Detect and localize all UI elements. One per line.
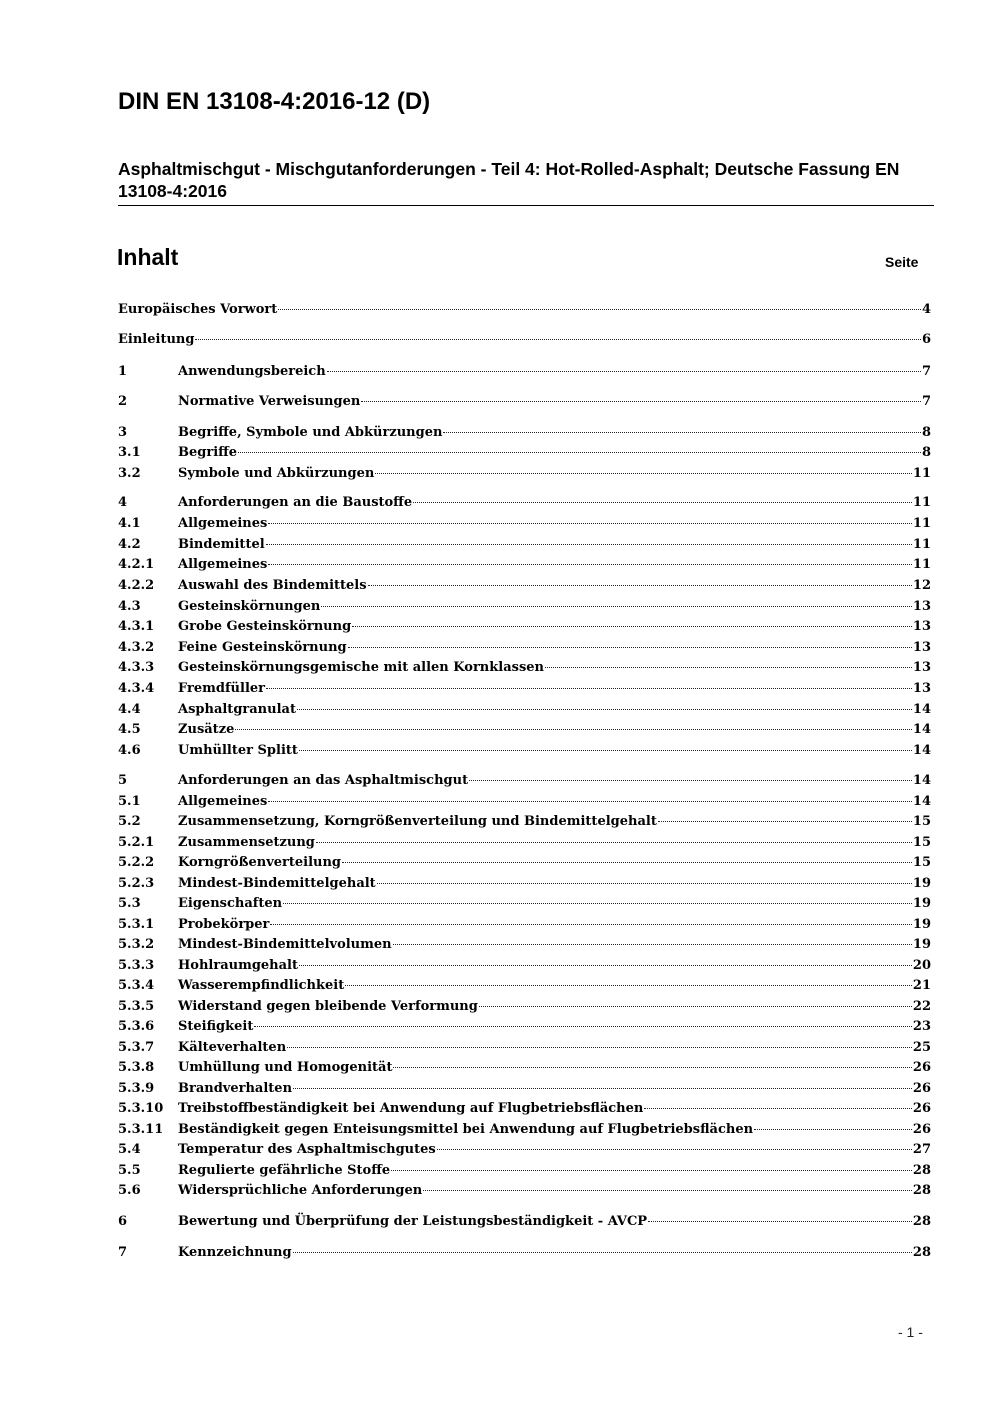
toc-entry-page: 26 bbox=[912, 1081, 931, 1096]
toc-entry-number: 5.6 bbox=[118, 1183, 141, 1198]
toc-entry-page: 23 bbox=[912, 1019, 931, 1034]
dot-leader bbox=[423, 1189, 912, 1191]
toc-entry[interactable] bbox=[118, 773, 931, 793]
toc-entry-page: 19 bbox=[912, 896, 931, 911]
dot-leader bbox=[293, 1087, 912, 1089]
toc-entry[interactable] bbox=[118, 599, 931, 619]
toc-entry-number: 4.2.2 bbox=[118, 578, 155, 593]
dot-leader bbox=[361, 400, 921, 402]
toc-entry-number: 5.3 bbox=[118, 896, 141, 911]
toc-entry-number: 3 bbox=[118, 425, 128, 440]
toc-entry-number: 5.2.1 bbox=[118, 835, 155, 850]
toc-entry-title: Zusammensetzung, Korngrößenverteilung und Bindemittelgehalt bbox=[178, 814, 657, 829]
dot-leader bbox=[352, 625, 912, 627]
toc-entry[interactable] bbox=[118, 1081, 931, 1101]
document-subtitle: Asphaltmischgut - Mischgutanforderungen - Teil 4: Hot-Rolled-Asphalt; Deutsche Fassung EN 13108-4:2016 bbox=[118, 159, 900, 201]
dot-leader bbox=[545, 666, 912, 668]
dot-leader bbox=[283, 902, 912, 904]
toc-entry-title: Grobe Gesteinskörnung bbox=[178, 619, 352, 634]
toc-entry-page: 15 bbox=[912, 814, 931, 829]
toc-entry-page: 15 bbox=[912, 855, 931, 870]
toc-entry-number: 5.3.6 bbox=[118, 1019, 155, 1034]
toc-entry-page: 7 bbox=[921, 394, 931, 409]
toc-entry[interactable] bbox=[118, 681, 931, 701]
toc-entry-title: Hohlraumgehalt bbox=[178, 958, 299, 973]
toc-entry-number: 5.3.3 bbox=[118, 958, 155, 973]
toc-entry-title: Feine Gesteinskörnung bbox=[178, 640, 347, 655]
toc-heading: Inhalt bbox=[117, 244, 179, 270]
toc-entry-title: Anforderungen an die Baustoffe bbox=[178, 495, 413, 510]
toc-entry-number: 4.3 bbox=[118, 599, 141, 614]
toc-entry[interactable] bbox=[118, 1163, 931, 1183]
toc-entry-number: 2 bbox=[118, 394, 128, 409]
toc-entry-number: 5.3.7 bbox=[118, 1040, 155, 1055]
toc-entry-page: 14 bbox=[912, 722, 931, 737]
toc-entry-number: 4.1 bbox=[118, 516, 141, 531]
toc-entry[interactable] bbox=[118, 619, 931, 639]
toc-entry-page: 14 bbox=[912, 794, 931, 809]
toc-entry-title: Korngrößenverteilung bbox=[178, 855, 342, 870]
toc-entry[interactable] bbox=[118, 537, 931, 557]
toc-entry[interactable] bbox=[118, 394, 931, 414]
toc-entry[interactable] bbox=[118, 557, 931, 577]
toc-entry-page: 20 bbox=[912, 958, 931, 973]
toc-entry-number: 5 bbox=[118, 773, 128, 788]
toc-entry-number: 4.5 bbox=[118, 722, 141, 737]
dot-leader bbox=[268, 563, 912, 565]
toc-entry-page: 13 bbox=[912, 619, 931, 634]
toc-entry-title: Widerstand gegen bleibende Verformung bbox=[178, 999, 478, 1014]
toc-entry-title: Temperatur des Asphaltmischgutes bbox=[178, 1142, 436, 1157]
toc-entry[interactable] bbox=[118, 495, 931, 515]
toc-entry-page: 8 bbox=[921, 445, 931, 460]
toc-entry[interactable] bbox=[118, 445, 931, 465]
toc-entry[interactable] bbox=[118, 937, 931, 957]
toc-entry-title: Treibstoffbeständigkeit bei Anwendung auf Flugbetriebsflächen bbox=[178, 1101, 644, 1116]
toc-entry-page: 13 bbox=[912, 681, 931, 696]
toc-entry-page: 28 bbox=[912, 1163, 931, 1178]
toc-entry[interactable] bbox=[118, 896, 931, 916]
toc-entry[interactable] bbox=[118, 999, 931, 1019]
dot-leader bbox=[479, 1005, 912, 1007]
toc-entry-number: 5.3.8 bbox=[118, 1060, 155, 1075]
toc-entry-title: Widersprüchliche Anforderungen bbox=[178, 1183, 423, 1198]
toc-entry[interactable] bbox=[118, 978, 931, 998]
toc-entry-number: 4.2 bbox=[118, 537, 141, 552]
dot-leader bbox=[268, 800, 912, 802]
toc-entry-number: 5.3.9 bbox=[118, 1081, 155, 1096]
dot-leader bbox=[375, 472, 912, 474]
toc-entry-page: 11 bbox=[912, 537, 931, 552]
toc-entry-page: 13 bbox=[912, 599, 931, 614]
toc-entry[interactable] bbox=[118, 814, 931, 834]
toc-entry[interactable] bbox=[118, 917, 931, 937]
document-title: DIN EN 13108-4:2016-12 (D) bbox=[118, 88, 431, 115]
toc-entry-number: 5.3.2 bbox=[118, 937, 155, 952]
dot-leader bbox=[391, 1169, 912, 1171]
dot-leader bbox=[293, 1251, 912, 1253]
dot-leader bbox=[235, 728, 912, 730]
toc-entry-title: Bewertung und Überprüfung der Leistungsbeständigkeit - AVCP bbox=[178, 1214, 648, 1229]
dot-leader bbox=[278, 308, 921, 310]
toc-entry-title: Europäisches Vorwort bbox=[118, 302, 278, 317]
toc-entry-page: 14 bbox=[912, 773, 931, 788]
toc-entry-number: 3.1 bbox=[118, 445, 141, 460]
toc-entry-page: 11 bbox=[912, 495, 931, 510]
toc-entry[interactable] bbox=[118, 1245, 931, 1265]
toc-entry-number: 5.2 bbox=[118, 814, 141, 829]
toc-entry-number: 5.3.11 bbox=[118, 1122, 164, 1137]
toc-entry[interactable] bbox=[118, 1142, 931, 1162]
dot-leader bbox=[299, 964, 912, 966]
toc-entry-title: Begriffe bbox=[178, 445, 238, 460]
toc-entry-page: 13 bbox=[912, 660, 931, 675]
toc-entry[interactable] bbox=[118, 1101, 931, 1121]
toc-entry-number: 5.4 bbox=[118, 1142, 141, 1157]
toc-entry-page: 4 bbox=[921, 302, 931, 317]
toc-entry-number: 4.3.1 bbox=[118, 619, 155, 634]
toc-entry[interactable] bbox=[118, 855, 931, 875]
dot-leader bbox=[443, 431, 921, 433]
toc-entry[interactable] bbox=[118, 722, 931, 742]
toc-entry-number: 4.6 bbox=[118, 743, 141, 758]
dot-leader bbox=[377, 882, 912, 884]
dot-leader bbox=[368, 584, 912, 586]
toc-entry-page: 6 bbox=[921, 332, 931, 347]
toc-entry-page: 13 bbox=[912, 640, 931, 655]
dot-leader bbox=[342, 861, 912, 863]
toc-entry[interactable] bbox=[118, 332, 931, 352]
toc-entry-title: Wasserempfindlichkeit bbox=[178, 978, 345, 993]
dot-leader bbox=[297, 708, 912, 710]
toc-entry-page: 14 bbox=[912, 743, 931, 758]
toc-entry-title: Brandverhalten bbox=[178, 1081, 293, 1096]
toc-entry-title: Begriffe, Symbole und Abkürzungen bbox=[178, 425, 443, 440]
toc-entry[interactable] bbox=[118, 835, 931, 855]
dot-leader bbox=[299, 749, 912, 751]
dot-leader bbox=[238, 451, 921, 453]
toc-entry[interactable] bbox=[118, 425, 931, 445]
toc-entry-page: 8 bbox=[921, 425, 931, 440]
dot-leader bbox=[270, 923, 912, 925]
title-divider bbox=[118, 205, 934, 206]
toc-entry-page: 25 bbox=[912, 1040, 931, 1055]
toc-entry-title: Anwendungsbereich bbox=[178, 364, 326, 379]
toc-entry-page: 27 bbox=[912, 1142, 931, 1157]
toc-entry-page: 7 bbox=[921, 364, 931, 379]
toc-entry-page: 28 bbox=[912, 1214, 931, 1229]
toc-entry[interactable] bbox=[118, 660, 931, 680]
toc-entry-page: 21 bbox=[912, 978, 931, 993]
toc-entry-title: Eigenschaften bbox=[178, 896, 283, 911]
dot-leader bbox=[348, 646, 912, 648]
toc-entry-number: 7 bbox=[118, 1245, 128, 1260]
dot-leader bbox=[648, 1220, 912, 1222]
dot-leader bbox=[413, 501, 912, 503]
toc-entry[interactable] bbox=[118, 1214, 931, 1234]
dot-leader bbox=[754, 1128, 912, 1130]
toc-entry[interactable] bbox=[118, 466, 931, 486]
toc-entry[interactable] bbox=[118, 1060, 931, 1080]
toc-entry-title: Mindest-Bindemittelvolumen bbox=[178, 937, 392, 952]
toc-entry-page: 12 bbox=[912, 578, 931, 593]
toc-entry-page: 19 bbox=[912, 937, 931, 952]
dot-leader bbox=[254, 1025, 912, 1027]
toc-entry-title: Kälteverhalten bbox=[178, 1040, 287, 1055]
toc-entry-page: 11 bbox=[912, 466, 931, 481]
toc-entry-page: 14 bbox=[912, 702, 931, 717]
dot-leader bbox=[266, 543, 912, 545]
toc-entry-page: 26 bbox=[912, 1060, 931, 1075]
toc-entry-number: 4.3.2 bbox=[118, 640, 155, 655]
toc-entry-number: 5.3.4 bbox=[118, 978, 155, 993]
toc-entry-title: Fremdfüller bbox=[178, 681, 266, 696]
toc-entry-number: 4.3.3 bbox=[118, 660, 155, 675]
dot-leader bbox=[393, 943, 912, 945]
dot-leader bbox=[469, 779, 912, 781]
toc-entry-title: Regulierte gefährliche Stoffe bbox=[178, 1163, 391, 1178]
toc-entry-title: Normative Verweisungen bbox=[178, 394, 361, 409]
toc-entry-page: 28 bbox=[912, 1245, 931, 1260]
dot-leader bbox=[327, 370, 921, 372]
toc-entry-title: Allgemeines bbox=[178, 794, 268, 809]
toc-entry-number: 4.4 bbox=[118, 702, 141, 717]
toc-entry[interactable] bbox=[118, 702, 931, 722]
toc-entry-title: Umhüllung und Homogenität bbox=[178, 1060, 393, 1075]
dot-leader bbox=[321, 605, 912, 607]
dot-leader bbox=[266, 687, 912, 689]
toc-entry-title: Beständigkeit gegen Enteisungsmittel bei Anwendung auf Flugbetriebsflächen bbox=[178, 1122, 754, 1137]
toc-entry[interactable] bbox=[118, 302, 931, 322]
toc-entry[interactable] bbox=[118, 876, 931, 896]
toc-entry-number: 4.2.1 bbox=[118, 557, 155, 572]
dot-leader bbox=[393, 1066, 911, 1068]
toc-entry[interactable] bbox=[118, 1122, 931, 1142]
toc-entry[interactable] bbox=[118, 1183, 931, 1203]
toc-entry-page: 22 bbox=[912, 999, 931, 1014]
toc-entry-number: 5.1 bbox=[118, 794, 141, 809]
toc-entry-title: Anforderungen an das Asphaltmischgut bbox=[178, 773, 469, 788]
toc-entry-page: 19 bbox=[912, 917, 931, 932]
toc-entry-title: Zusätze bbox=[178, 722, 235, 737]
dot-leader bbox=[195, 338, 921, 340]
toc-entry-title: Allgemeines bbox=[178, 516, 268, 531]
toc-entry-title: Umhüllter Splitt bbox=[178, 743, 298, 758]
toc-entry-title: Steifigkeit bbox=[178, 1019, 254, 1034]
toc-entry-number: 5.3.1 bbox=[118, 917, 155, 932]
toc-entry-title: Zusammensetzung bbox=[178, 835, 315, 850]
toc-entry-title: Probekörper bbox=[178, 917, 270, 932]
toc-entry-number: 5.2.3 bbox=[118, 876, 155, 891]
toc-entry[interactable] bbox=[118, 1040, 931, 1060]
toc-entry-title: Kennzeichnung bbox=[178, 1245, 292, 1260]
dot-leader bbox=[345, 984, 912, 986]
toc-entry-title: Mindest-Bindemittelgehalt bbox=[178, 876, 376, 891]
toc-entry-page: 15 bbox=[912, 835, 931, 850]
toc-entry[interactable] bbox=[118, 516, 931, 536]
dot-leader bbox=[287, 1046, 912, 1048]
toc-entry-number: 6 bbox=[118, 1214, 128, 1229]
toc-entry-number: 5.3.5 bbox=[118, 999, 155, 1014]
toc-entry-title: Gesteinskörnungen bbox=[178, 599, 321, 614]
dot-leader bbox=[644, 1107, 912, 1109]
dot-leader bbox=[316, 841, 912, 843]
page-number: - 1 - bbox=[898, 1324, 923, 1340]
toc-entry-title: Allgemeines bbox=[178, 557, 268, 572]
toc-entry-number: 3.2 bbox=[118, 466, 141, 481]
toc-entry-number: 4 bbox=[118, 495, 128, 510]
toc-entry-page: 26 bbox=[912, 1101, 931, 1116]
toc-entry-page: 11 bbox=[912, 516, 931, 531]
toc-entry[interactable] bbox=[118, 364, 931, 384]
toc-entry[interactable] bbox=[118, 743, 931, 763]
toc-entry-page: 19 bbox=[912, 876, 931, 891]
toc-entry-title: Gesteinskörnungsgemische mit allen Kornklassen bbox=[178, 660, 544, 675]
toc-entry[interactable] bbox=[118, 640, 931, 660]
dot-leader bbox=[268, 522, 912, 524]
toc-entry-title: Asphaltgranulat bbox=[178, 702, 296, 717]
toc-entry-title: Auswahl des Bindemittels bbox=[178, 578, 367, 593]
toc-entry[interactable] bbox=[118, 1019, 931, 1039]
toc-page-column-label: Seite bbox=[885, 254, 919, 270]
toc-entry-title: Einleitung bbox=[118, 332, 195, 347]
dot-leader bbox=[658, 820, 912, 822]
toc-entry-page: 28 bbox=[912, 1183, 931, 1198]
toc-entry[interactable] bbox=[118, 794, 931, 814]
toc-entry-number: 5.2.2 bbox=[118, 855, 155, 870]
toc-entry[interactable] bbox=[118, 958, 931, 978]
toc-entry-number: 1 bbox=[118, 364, 128, 379]
toc-entry-title: Symbole und Abkürzungen bbox=[178, 466, 375, 481]
toc-entry-number: 4.3.4 bbox=[118, 681, 155, 696]
toc-entry-page: 26 bbox=[912, 1122, 931, 1137]
toc-entry-title: Bindemittel bbox=[178, 537, 265, 552]
toc-entry[interactable] bbox=[118, 578, 931, 598]
toc-entry-number: 5.3.10 bbox=[118, 1101, 164, 1116]
dot-leader bbox=[437, 1148, 912, 1150]
toc-entry-number: 5.5 bbox=[118, 1163, 141, 1178]
toc-entry-page: 11 bbox=[912, 557, 931, 572]
